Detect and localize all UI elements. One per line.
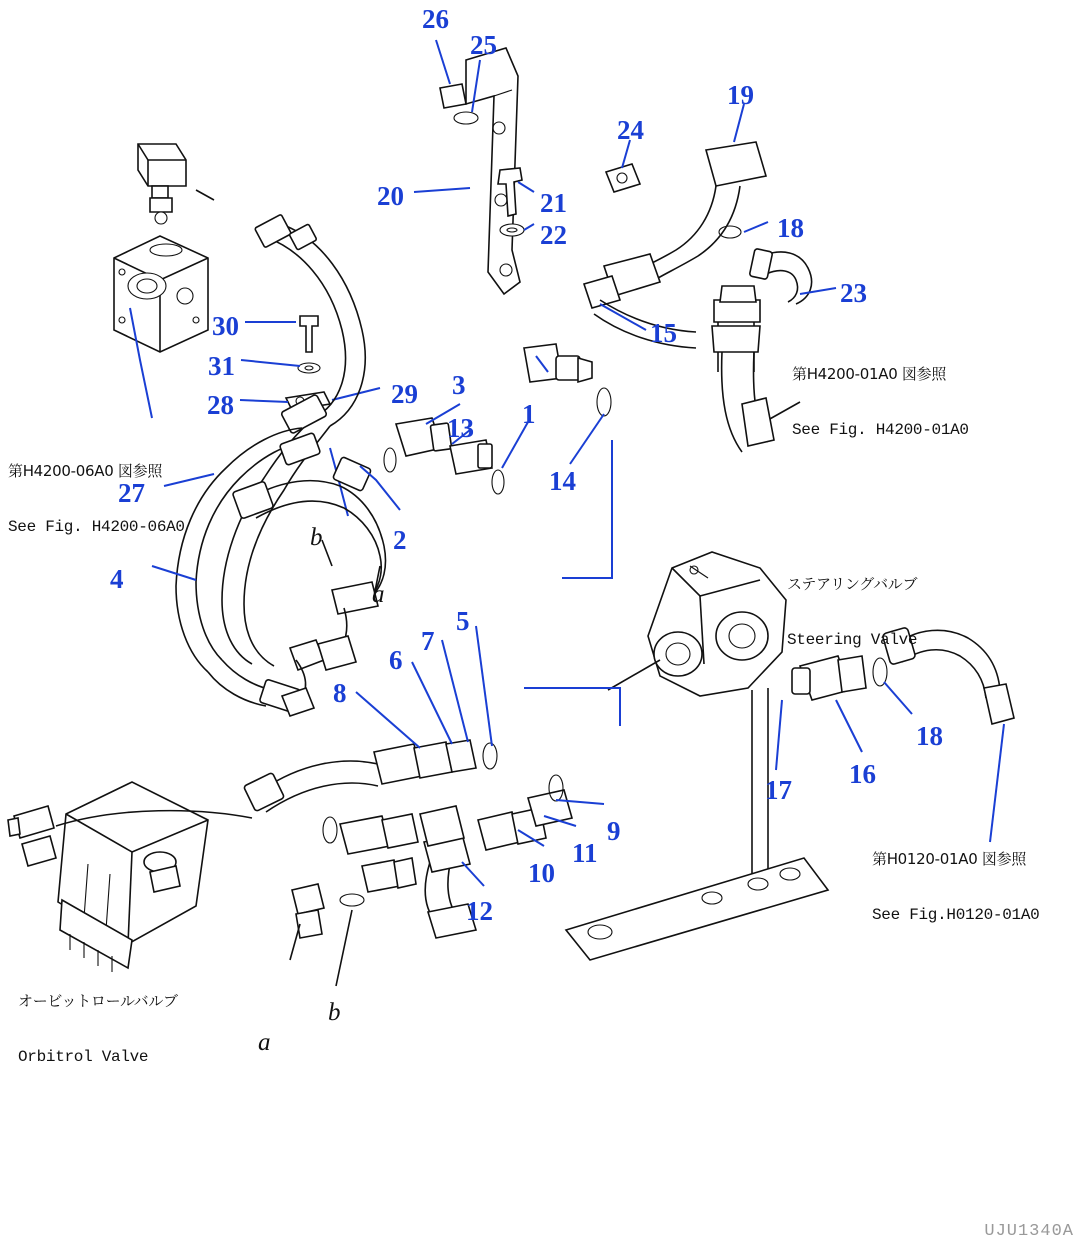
callout-12: 12 [466,896,493,926]
document-id: UJU1340A [984,1222,1074,1241]
note-h4200-06a0-jp: 第H4200-06A0 図参照 [8,461,163,480]
callout-7: 7 [421,626,435,656]
callout-20: 20 [377,181,404,211]
note-h0120-01a0-jp: 第H0120-01A0 図参照 [872,849,1027,868]
callout-24: 24 [617,115,644,145]
callout-22: 22 [540,220,567,250]
callout-15: 15 [650,318,677,348]
note-h4200-06a0-en: See Fig. H4200-06A0 [8,518,185,537]
callout-25: 25 [470,30,497,60]
callout-18-upper: 18 [777,213,804,243]
hose-group-lower [243,540,604,986]
letter-a-lower: a [258,1029,271,1056]
callout-18-lower: 18 [916,721,943,751]
callout-5: 5 [456,606,470,636]
callout-21: 21 [540,188,567,218]
letter-a-upper: a [372,581,385,608]
callout-16: 16 [849,759,876,789]
callout-6: 6 [389,645,403,675]
callout-10: 10 [528,858,555,888]
letter-b-lower: b [328,999,341,1026]
callout-19: 19 [727,80,754,110]
block-valve-assembly [114,144,380,418]
callout-31: 31 [208,351,235,381]
callout-17: 17 [765,775,792,805]
callout-8: 8 [333,678,347,708]
callout-14: 14 [549,466,576,496]
callout-4: 4 [110,564,124,594]
note-h4200-01a0 [792,328,969,478]
callout-28: 28 [207,390,234,420]
note-h0120-01a0-en: See Fig.H0120-01A0 [872,906,1040,925]
note-orbitrol-valve-jp: オービットロールバルブ [18,991,178,1010]
note-steering-valve-en: Steering Valve [787,631,918,650]
callout-23: 23 [840,278,867,308]
callout-26: 26 [422,4,449,34]
hose-group-2-13 [232,344,611,670]
note-steering-valve [787,538,917,688]
callout-3: 3 [452,370,466,400]
note-steering-valve-jp: ステアリングバルブ [787,574,918,593]
note-h4200-01a0-jp: 第H4200-01A0 図参照 [792,364,947,383]
callout-9: 9 [607,816,621,846]
note-orbitrol-valve [18,955,178,1105]
bracket-assembly [414,40,640,294]
callout-11: 11 [572,838,598,868]
callout-29: 29 [391,379,418,409]
callout-27: 27 [118,478,145,508]
callout-13: 13 [447,413,474,443]
note-orbitrol-valve-en: Orbitrol Valve [18,1048,149,1067]
orbitrol-valve [8,782,252,972]
callout-2: 2 [393,525,407,555]
letter-b-upper: b [310,524,323,551]
note-h4200-01a0-en: See Fig. H4200-01A0 [792,421,969,440]
note-h4200-06a0 [8,425,185,575]
callout-1: 1 [522,399,536,429]
note-h0120-01a0 [872,813,1039,963]
callout-30: 30 [212,311,239,341]
